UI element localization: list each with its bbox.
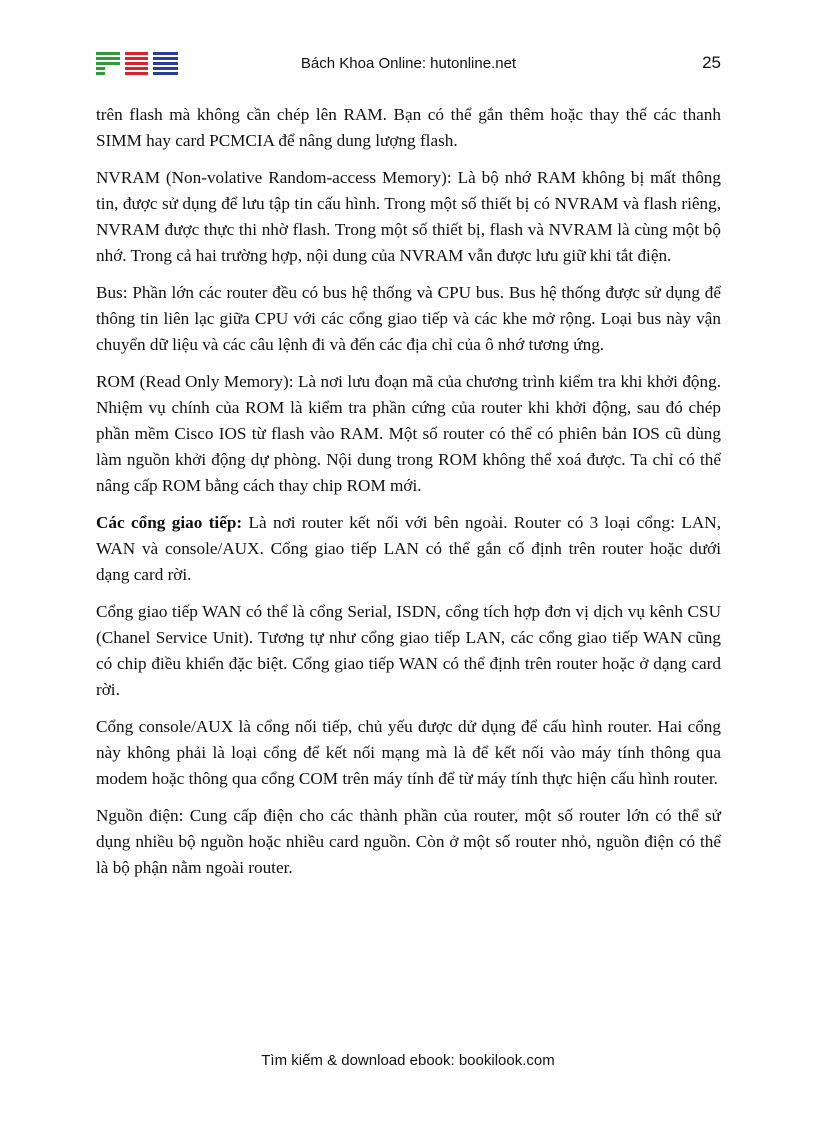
paragraph-power — [96, 803, 721, 881]
paragraph-text: Cổng console/AUX là cổng nối tiếp, chủ yếu được dử dụng để cấu hình router. Hai cổng này không phải là loại cổng để kết nối mạng mà là để kết nối vào máy tính thông qua modem hoặc thông qua cổng COM trên máy tính để từ máy tính thực hiện cấu hình router. — [96, 717, 721, 788]
paragraph-text: NVRAM (Non-volative Random-access Memory): Là bộ nhớ RAM không bị mất thông tin, được sử dụng để lưu tập tin cấu hình. Trong một số thiết bị có NVRAM và flash riêng, NVRAM được thực thi nhờ flash. Trong một số thiết bị, flash và NVRAM là cùng một bộ nhớ. Trong cả hai trường hợp, nội dung của NVRAM vẫn được lưu giữ khi tắt điện. — [96, 168, 721, 265]
paragraph-console-aux — [96, 714, 721, 792]
paragraph-text: Cổng giao tiếp WAN có thể là cổng Serial, ISDN, cổng tích hợp đơn vị dịch vụ kênh CSU (Chanel Service Unit). Tương tự như cổng giao tiếp LAN, các cổng giao tiếp WAN cũng có chip điều khiển đặc biệt. Cổng giao tiếp WAN có thể định trên router hoặc ở dạng card rời. — [96, 602, 721, 699]
paragraph-nvram — [96, 165, 721, 269]
paragraph-flash-continuation — [96, 102, 721, 154]
paragraph-rom — [96, 369, 721, 499]
paragraph-wan — [96, 599, 721, 703]
header-title: Bách Khoa Online: hutonline.net — [300, 55, 517, 72]
paragraph-lead-bold: Các cổng giao tiếp: — [96, 513, 243, 532]
paragraph-interfaces — [96, 510, 721, 588]
paragraph-text: Nguồn điện: Cung cấp điện cho các thành phần của router, một số router lớn có thể sử dụng nhiều bộ nguồn hoặc nhiều card nguồn. Còn ở một số router nhỏ, nguồn điện có thể là bộ phận nằm ngoài router. — [96, 806, 721, 877]
page-number: 25 — [702, 53, 721, 72]
paragraph-text: trên flash mà không cần chép lên RAM. Bạn có thể gắn thêm hoặc thay thế các thanh SIMM hay card PCMCIA để nâng dung lượng flash. — [96, 105, 721, 150]
paragraph-text: Bus: Phần lớn các router đều có bus hệ thống và CPU bus. Bus hệ thống được sử dụng để thông tin liên lạc giữa CPU với các cổng giao tiếp và các khe mở rộng. Loại bus này vận chuyển dữ liệu và các câu lệnh đi và đến các địa chỉ của ô nhớ tương ứng. — [96, 283, 721, 354]
page-header — [96, 47, 721, 81]
page-content — [96, 102, 721, 892]
page-footer: Tìm kiếm & download ebook: bookilook.com — [261, 1052, 555, 1069]
paragraph-bus — [96, 280, 721, 358]
paragraph-text: ROM (Read Only Memory): Là nơi lưu đoạn mã của chương trình kiểm tra khi khởi động. Nhiệm vụ chính của ROM là kiểm tra phần cứng của router khi khởi động, sau đó chép phần mềm Cisco IOS từ flash vào RAM. Một số router có thể có phiên bản IOS cũ dùng làm nguồn khởi động dự phòng. Nội dung trong ROM không thể xoá được. Ta chỉ có thể nâng cấp ROM bằng cách thay chip ROM mới. — [96, 372, 721, 495]
paragraph-text: Là nơi router kết nối với bên ngoài. Router có 3 loại cổng: LAN, WAN và console/AUX. Cổng giao tiếp LAN có thể gắn cố định trên router hoặc dưới dạng card rời. — [96, 513, 721, 584]
